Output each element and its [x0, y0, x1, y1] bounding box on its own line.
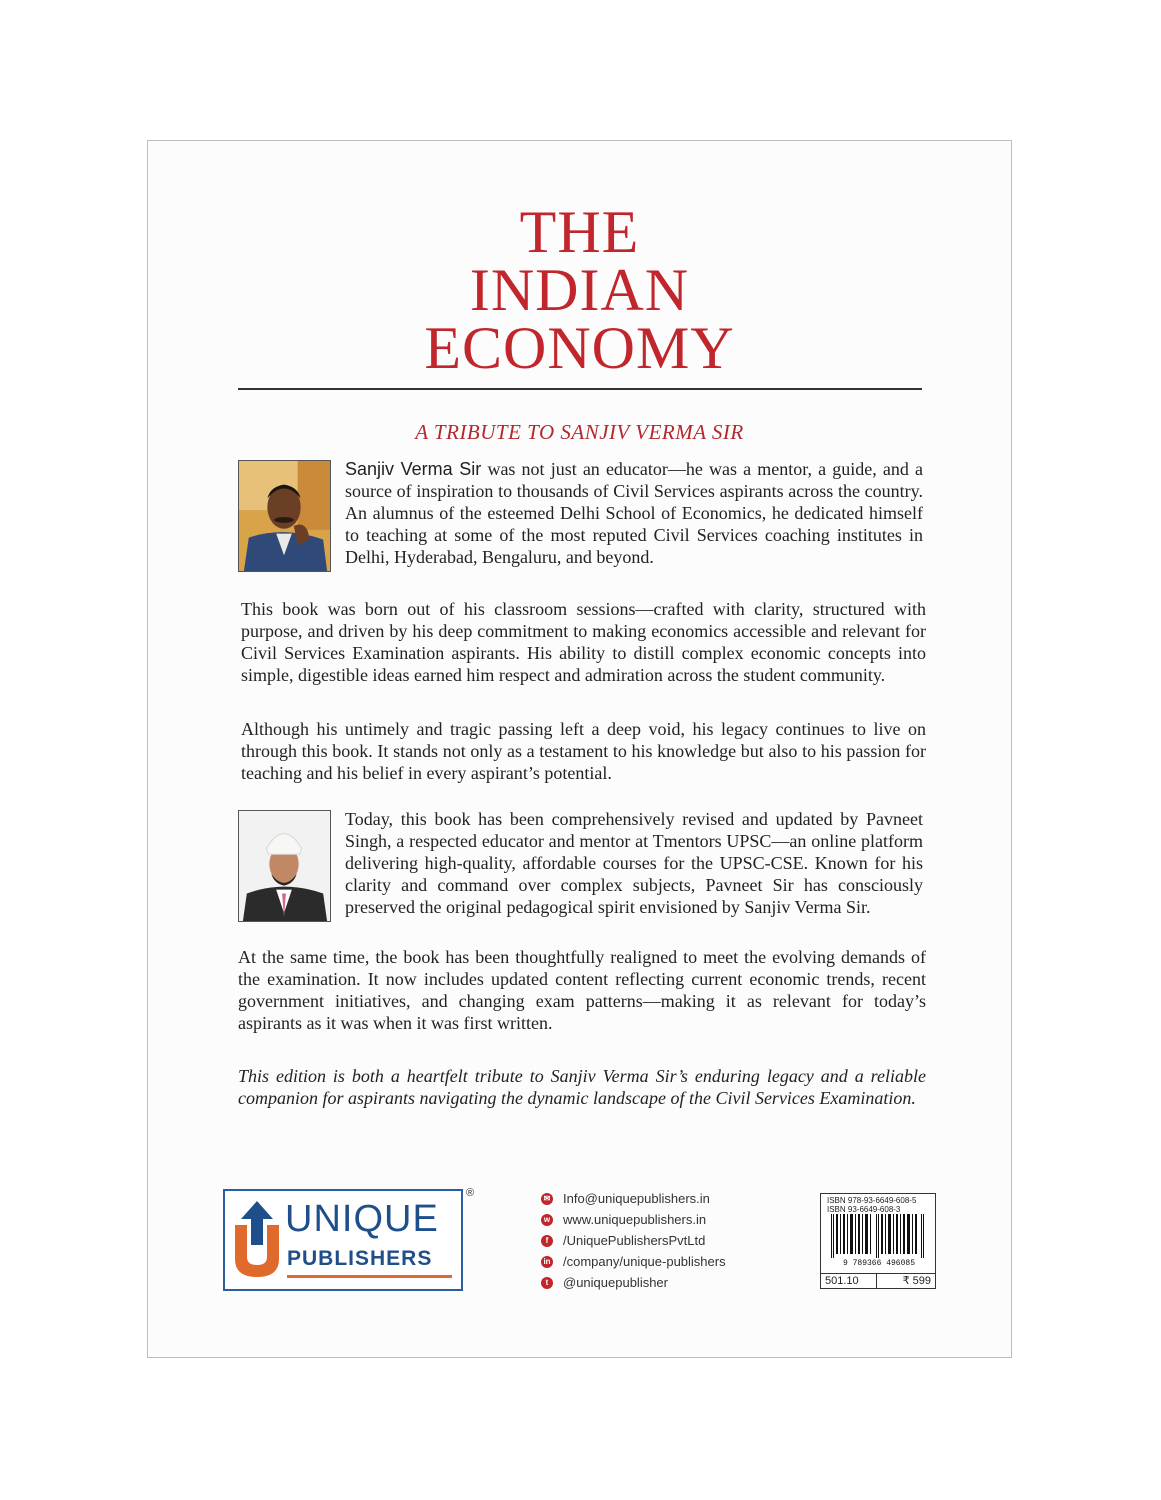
sanjiv-verma-photo [238, 460, 331, 572]
title-line-3: ECONOMY [424, 315, 735, 381]
contact-twitter[interactable] [541, 1272, 726, 1293]
unique-publishers-logo [223, 1189, 463, 1291]
back-cover [147, 140, 1012, 1358]
linkedin-icon: in [541, 1256, 553, 1268]
isbn-13: ISBN 978-93-6649-608-5 [827, 1196, 917, 1205]
contact-linkedin-text: /company/unique-publishers [563, 1254, 726, 1269]
paragraph-legacy: Although his untimely and tragic passing left a deep void, his legacy continues to live on through this book. It stands not only as a testament to his knowledge but also to his passion for teaching and his belief in every aspirant’s potential. [241, 719, 926, 783]
title-line-1: THE [519, 199, 640, 265]
price-row [821, 1273, 935, 1288]
isbn-barcode [820, 1193, 936, 1289]
contact-linkedin[interactable] [541, 1251, 726, 1272]
contact-email-text: Info@uniquepublishers.in [563, 1191, 710, 1206]
paragraph-revision: Today, this book has been comprehensively revised and updated by Pavneet Singh, a respected educator and mentor at Tmentors UPSC—an online platform delivering high-quality, affordable courses for the UPSC-CSE. Known for his clarity and command over complex subjects, Pavneet Sir has consciously preserved the original pedagogical spirit envisioned by Sanjiv Verma Sir. [345, 809, 923, 917]
pavneet-singh-photo [238, 810, 331, 922]
logo-word-publishers: PUBLISHERS [287, 1247, 433, 1270]
twitter-icon: t [541, 1277, 553, 1289]
paragraph-intro [345, 458, 923, 568]
registered-mark: ® [466, 1187, 475, 1199]
book-title [148, 199, 1011, 381]
paragraph-origin: This book was born out of his classroom sessions—crafted with clarity, structured with purpose, and driven by his deep commitment to making economics accessible and relevant for Civil Services Examination aspirants. His ability to distill complex economic concepts into simple, digestible ideas earned him respect and admiration across the student community. [241, 599, 926, 685]
price: ₹ 599 [876, 1274, 936, 1288]
author-name: Sanjiv Verma Sir [345, 459, 482, 479]
web-icon: w [541, 1214, 553, 1226]
logo-word-unique: UNIQUE [285, 1198, 439, 1240]
barcode-bars [827, 1214, 931, 1266]
title-divider [238, 388, 922, 390]
contact-twitter-text: @uniquepublisher [563, 1275, 668, 1290]
contact-facebook-text: /UniquePublishersPvtLtd [563, 1233, 706, 1248]
contact-list [541, 1188, 726, 1293]
logo-underline [287, 1275, 452, 1278]
paragraph-update: At the same time, the book has been thoughtfully realigned to meet the evolving demands of the examination. It now includes updated content reflecting current economic trends, recent government initiatives, and changing exam patterns—making it as relevant for today’s aspirants as it was when it was first written. [238, 947, 926, 1033]
intro-text: was not just an educator—he was a mentor, a guide, and a source of inspiration to thousands of Civil Services aspirants across the country. An alumnus of the esteemed Delhi School of Economics, he dedicated himself to teaching at some of the most reputed Civil Services coaching institutes in Delhi, Hyderabad, Bengaluru, and beyond. [345, 459, 923, 567]
paragraph-closing: This edition is both a heartfelt tribute to Sanjiv Verma Sir’s enduring legacy and a reliable companion for aspirants navigating the dynamic landscape of the Civil Services Examination. [238, 1066, 926, 1108]
product-code: 501.10 [825, 1275, 859, 1287]
email-icon: ✉ [541, 1193, 553, 1205]
contact-email[interactable] [541, 1188, 726, 1209]
contact-website[interactable] [541, 1209, 726, 1230]
contact-website-text: www.uniquepublishers.in [563, 1212, 707, 1227]
logo-u-mark [233, 1199, 281, 1279]
isbn-10: ISBN 93-6649-608-3 [827, 1205, 901, 1214]
tribute-subtitle: A TRIBUTE TO SANJIV VERMA SIR [415, 420, 744, 444]
contact-facebook[interactable] [541, 1230, 726, 1251]
facebook-icon: f [541, 1235, 553, 1247]
barcode-digits: 9 789366 496085 [842, 1259, 916, 1266]
title-line-2: INDIAN [469, 257, 690, 323]
